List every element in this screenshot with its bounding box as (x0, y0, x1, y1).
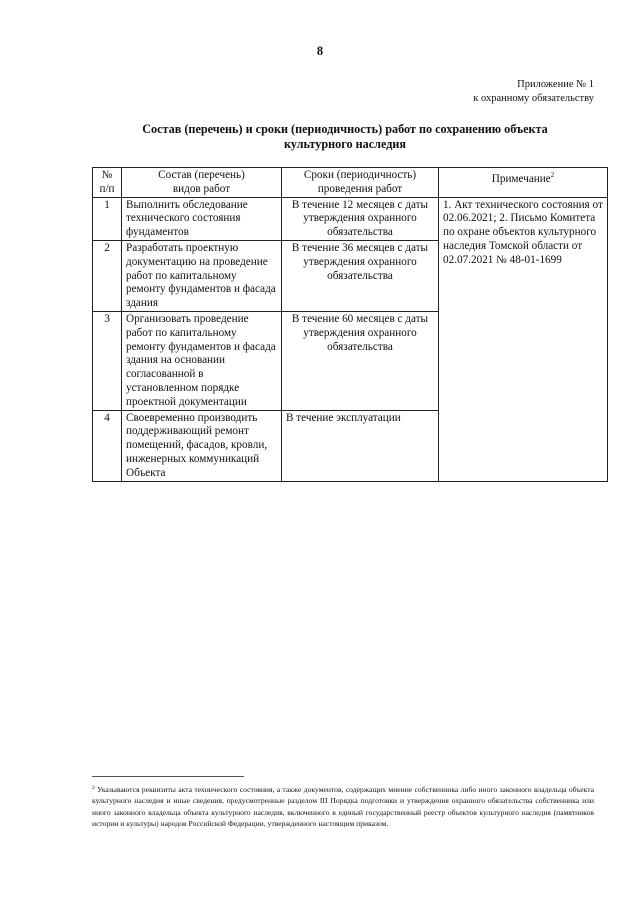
row-period: В течение эксплуатации (282, 410, 439, 481)
header-number (93, 168, 122, 198)
table-header-row (93, 168, 608, 198)
row-number: 2 (93, 240, 122, 311)
row-number: 3 (93, 311, 122, 410)
footnote-marker: 2 (550, 171, 555, 179)
document-title-line-2: культурного наследия (283, 137, 407, 151)
appendix-line-2: к охранному обязательству (473, 93, 594, 104)
row-period: В течение 60 месяцев с даты утверждения охранного обязательства (282, 311, 439, 410)
header-period (282, 168, 439, 198)
appendix-line-1: Приложение № 1 (517, 79, 594, 90)
row-number: 1 (93, 197, 122, 240)
row-work: Организовать проведение работ по капитальному ремонту фундаментов и фасада здания на основании согласованной в установленном порядке проектной документации (122, 311, 282, 410)
header-number-line-2: п/п (99, 182, 115, 195)
header-work-line-1: Состав (перечень) (158, 169, 245, 181)
row-work: Своевременно производить поддерживающий ремонт помещений, фасадов, кровли, инженерных коммуникаций Объекта (122, 410, 282, 481)
header-work-line-2: видов работ (172, 182, 231, 195)
footnote-separator (92, 776, 244, 777)
document-title (60, 122, 630, 152)
header-period-line-1: Сроки (периодичность) (303, 169, 417, 181)
footnote (92, 783, 594, 830)
footnote-number: 2 (92, 785, 95, 791)
appendix-label (473, 78, 594, 106)
table-row (93, 197, 608, 240)
row-work: Разработать проектную документацию на проведение работ по капитальному ремонту фундаментов и фасада здания (122, 240, 282, 311)
footnote-text: Указываются реквизиты акта технического состояния, а также документов, содержащих мнение собственника либо иного законного владельца объекта культурного наследия и иные сведения, предусмотренные разделом III Порядка подготовки и утверждения охранного обязательства собственника или иного законного владельца объекта культурного наследия, включенного в единый государственный реестр объектов культурного наследия (памятников истории и культуры) народов Российской Федерации, утвержденного настоящим приказом. (92, 785, 594, 829)
row-number: 4 (93, 410, 122, 481)
note-cell: 1. Акт технического состояния от 02.06.2021; 2. Письмо Комитета по охране объектов культурного наследия Томской области от 02.07.2021 № 48-01-1699 (439, 197, 608, 481)
header-period-line-2: проведения работ (317, 182, 403, 195)
header-work (122, 168, 282, 198)
works-table (92, 167, 608, 482)
page-number: 8 (316, 44, 324, 58)
row-period: В течение 36 месяцев с даты утверждения охранного обязательства (282, 240, 439, 311)
row-work: Выполнить обследование технического состояния фундаментов (122, 197, 282, 240)
header-note (439, 168, 608, 198)
header-number-line-1: № (101, 169, 113, 181)
header-note-label: Примечание (491, 173, 551, 185)
document-title-line-1: Состав (перечень) и сроки (периодичность) работ по сохранению объекта (142, 122, 548, 136)
row-period: В течение 12 месяцев с даты утверждения охранного обязательства (282, 197, 439, 240)
